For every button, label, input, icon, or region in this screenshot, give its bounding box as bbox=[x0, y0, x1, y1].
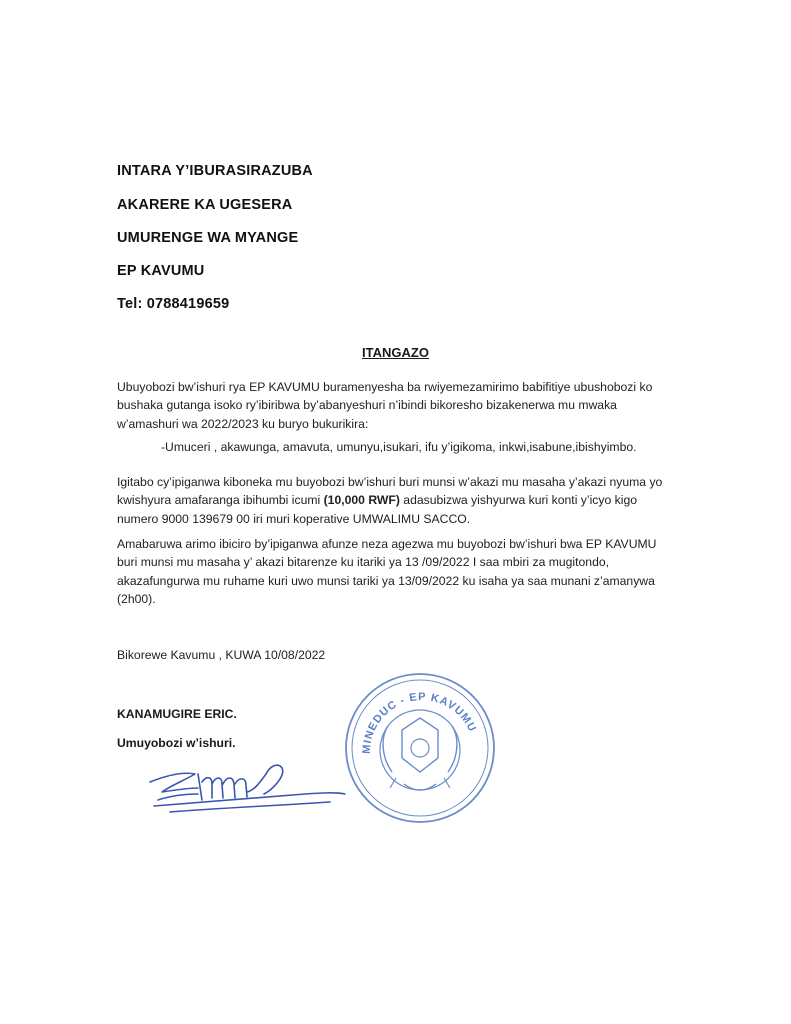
header-district: AKARERE KA UGESERA bbox=[117, 197, 293, 213]
header-school: EP KAVUMU bbox=[117, 263, 205, 279]
paragraph-submission bbox=[117, 535, 683, 608]
header-province: INTARA Y’IBURASIRAZUBA bbox=[117, 163, 313, 179]
paragraph-line: bushaka gutanga isoko ry’ibiribwa by’abanyeshuri n’ibindi bikoresho bizakenerwa mu mwaka bbox=[117, 398, 617, 413]
signatory-role: Umuyobozi w’ishuri. bbox=[117, 736, 236, 750]
paragraph-line: akazafungurwa mu ruhame kuri uwo munsi tariki ya 13/09/2022 ku isaha ya saa munani z’amanywa bbox=[117, 573, 655, 588]
amount-bold: (10,000 RWF) bbox=[323, 493, 400, 508]
paragraph-line: (2h00). bbox=[117, 591, 156, 606]
paragraph-tender-book bbox=[117, 473, 683, 528]
paragraph-line: Amabaruwa arimo ibiciro by’ipiganwa afunze neza agezwa mu buyobozi bw’ishuri bwa EP KAVUMU bbox=[117, 537, 657, 551]
paragraph-line: buri munsi mu masaha y’ akazi bitarenze ku itariki ya 13 /09/2022 I saa mbiri za mugitondo, bbox=[117, 555, 610, 570]
paragraph-line: Igitabo cy’ipiganwa kiboneka mu buyobozi bw’ishuri buri munsi w’akazi mu masaha y’akazi nyuma yo bbox=[117, 475, 663, 489]
header-sector: UMURENGE WA MYANGE bbox=[117, 230, 299, 246]
signatory-name: KANAMUGIRE ERIC. bbox=[117, 707, 237, 721]
paragraph-line: w’amashuri wa 2022/2023 ku buryo bukurikira: bbox=[117, 416, 369, 431]
stamp-text: MINEDUC - EP KAVUMU bbox=[360, 691, 479, 755]
official-stamp-seal bbox=[340, 668, 500, 828]
date-line: Bikorewe Kavumu , KUWA 10/08/2022 bbox=[117, 648, 326, 662]
text-span: adasubizwa yishyurwa kuri konti y’icyo kigo bbox=[399, 493, 638, 508]
signature-image bbox=[140, 752, 350, 827]
notice-title: ITANGAZO bbox=[362, 345, 429, 360]
paragraph-line: Ubuyobozi bw’ishuri rya EP KAVUMU buramenyesha ba rwiyemezamirimo babifitiye ubushobozi ko bbox=[117, 380, 653, 394]
items-list: -Umuceri , akawunga, amavuta, umunyu,isukari, ifu y’igikoma, inkwi,isabune,ibishyimbo. bbox=[161, 440, 637, 454]
paragraph-line: numero 9000 139679 00 iri muri koperative UMWALIMU SACCO. bbox=[117, 511, 471, 526]
svg-text:MINEDUC - EP KAVUMU bbox=[361, 691, 479, 754]
paragraph-intro bbox=[117, 378, 683, 433]
header-phone: Tel: 0788419659 bbox=[117, 296, 230, 312]
paragraph-line bbox=[117, 491, 683, 509]
text-span: kwishyura amafaranga ibihumbi icumi bbox=[117, 493, 324, 508]
